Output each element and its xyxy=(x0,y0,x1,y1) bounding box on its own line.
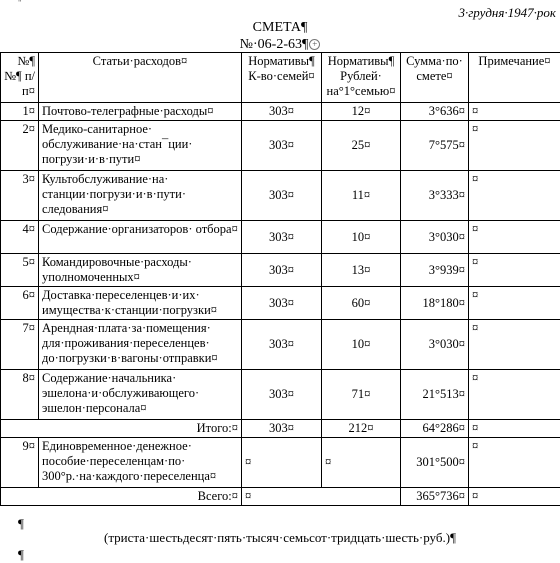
row-families: ¤ xyxy=(242,438,322,488)
header-norm-rubles: Нормативы¶ Рублей· на°1°семью¤ xyxy=(322,53,401,103)
row-rubles: 10¤ xyxy=(322,221,401,254)
margin-mark: " xyxy=(18,0,22,8)
row-families: 303¤ xyxy=(242,103,322,121)
row-note: ¤ xyxy=(469,370,560,420)
row-item: Содержание·начальника· эшелона·и·обслуживающего· эшелон·персонала¤ xyxy=(39,370,242,420)
table-row xyxy=(1,438,560,488)
row-item: Культобслуживание·на· станции·погрузи·и·в·пути· следования¤ xyxy=(39,171,242,221)
row-rubles: 71¤ xyxy=(322,370,401,420)
row-note: ¤ xyxy=(469,320,560,370)
table-row xyxy=(1,171,560,221)
row-item: Медико-санитарное· обслуживание·на·стан¯ции· погрузи·и·в·пути¤ xyxy=(39,121,242,171)
row-rubles: 25¤ xyxy=(322,121,401,171)
row-note: ¤ xyxy=(469,121,560,171)
row-item: Содержание·организаторов· отбора¤ xyxy=(39,221,242,254)
table-row xyxy=(1,254,560,287)
row-note: ¤ xyxy=(469,254,560,287)
row-families: 303¤ xyxy=(242,370,322,420)
row-number: 2¤ xyxy=(1,121,39,171)
row-families: 303¤ xyxy=(242,221,322,254)
document-date: 3·грудня·1947·рок xyxy=(458,5,556,21)
total-rubles: 212¤ xyxy=(322,420,401,438)
row-sum: 3°939¤ xyxy=(401,254,469,287)
amount-in-words: (триста·шестьдесят·пять·тысяч·семьсот·тридцать·шесть·руб.)¶ xyxy=(0,530,560,546)
total-label: Итого:¤ xyxy=(1,420,242,438)
row-families: 303¤ xyxy=(242,320,322,370)
row-item: Арендная·плата·за·помещения· для·проживания·переселенцев· до·погрузки·в·вагоны·отправки¤ xyxy=(39,320,242,370)
row-note: ¤ xyxy=(469,171,560,221)
row-note: ¤ xyxy=(469,438,560,488)
row-number: 8¤ xyxy=(1,370,39,420)
total-note: ¤ xyxy=(469,420,560,438)
table-row xyxy=(1,320,560,370)
row-item: Командировочные·расходы· уполномоченных¤ xyxy=(39,254,242,287)
row-families: 303¤ xyxy=(242,287,322,320)
header-number: №¶ №¶ п/п¤ xyxy=(1,53,39,103)
row-item: Доставка·переселенцев·и·их· имущества·к·станции·погрузки¤ xyxy=(39,287,242,320)
header-items: Статьи·расходов¤ xyxy=(39,53,242,103)
table-row xyxy=(1,221,560,254)
table-header-row xyxy=(1,53,560,103)
table-row xyxy=(1,370,560,420)
row-sum: 21°513¤ xyxy=(401,370,469,420)
row-number: 1¤ xyxy=(1,103,39,121)
row-item: Почтово-телеграфные·расходы¤ xyxy=(39,103,242,121)
row-number: 6¤ xyxy=(1,287,39,320)
row-rubles: 10¤ xyxy=(322,320,401,370)
table-move-handle-icon[interactable]: + xyxy=(309,39,320,50)
row-number: 4¤ xyxy=(1,221,39,254)
table-row xyxy=(1,103,560,121)
header-norm-families: Нормативы¶ К-во·семей¤ xyxy=(242,53,322,103)
row-sum: 3°636¤ xyxy=(401,103,469,121)
row-rubles: 60¤ xyxy=(322,287,401,320)
row-note: ¤ xyxy=(469,103,560,121)
row-number: 9¤ xyxy=(1,438,39,488)
header-sum: Сумма·по· смете¤ xyxy=(401,53,469,103)
row-number: 5¤ xyxy=(1,254,39,287)
document-number-text: №·06-2-63¶ xyxy=(240,37,309,52)
paragraph-mark: ¶ xyxy=(18,547,24,563)
row-sum: 301°500¤ xyxy=(401,438,469,488)
row-number: 3¤ xyxy=(1,171,39,221)
table-row xyxy=(1,121,560,171)
grand-total-sum: 365°736¤ xyxy=(401,488,469,506)
document-title: СМЕТА¶ xyxy=(0,20,560,36)
grand-total-row xyxy=(1,488,560,506)
document-number xyxy=(0,37,560,53)
row-note: ¤ xyxy=(469,221,560,254)
row-families: 303¤ xyxy=(242,171,322,221)
grand-total-label: Всего:¤ xyxy=(1,488,242,506)
grand-total-families: ¤ xyxy=(242,488,401,506)
row-rubles: 12¤ xyxy=(322,103,401,121)
row-item: Единовременное·денежное· пособие·переселенцам·по· 300°р.·на·каждого·переселенца¤ xyxy=(39,438,242,488)
total-row xyxy=(1,420,560,438)
header-note: Примечание¤ xyxy=(469,53,560,103)
row-families: 303¤ xyxy=(242,121,322,171)
row-sum: 3°030¤ xyxy=(401,320,469,370)
row-families: 303¤ xyxy=(242,254,322,287)
estimate-table xyxy=(0,52,560,506)
row-number: 7¤ xyxy=(1,320,39,370)
total-families: 303¤ xyxy=(242,420,322,438)
table-row xyxy=(1,287,560,320)
total-sum: 64°286¤ xyxy=(401,420,469,438)
row-sum: 3°333¤ xyxy=(401,171,469,221)
row-rubles: ¤ xyxy=(322,438,401,488)
grand-total-note: ¤ xyxy=(469,488,560,506)
row-sum: 18°180¤ xyxy=(401,287,469,320)
row-sum: 3°030¤ xyxy=(401,221,469,254)
row-note: ¤ xyxy=(469,287,560,320)
paragraph-mark: ¶ xyxy=(18,516,24,532)
row-sum: 7°575¤ xyxy=(401,121,469,171)
row-rubles: 11¤ xyxy=(322,171,401,221)
row-rubles: 13¤ xyxy=(322,254,401,287)
